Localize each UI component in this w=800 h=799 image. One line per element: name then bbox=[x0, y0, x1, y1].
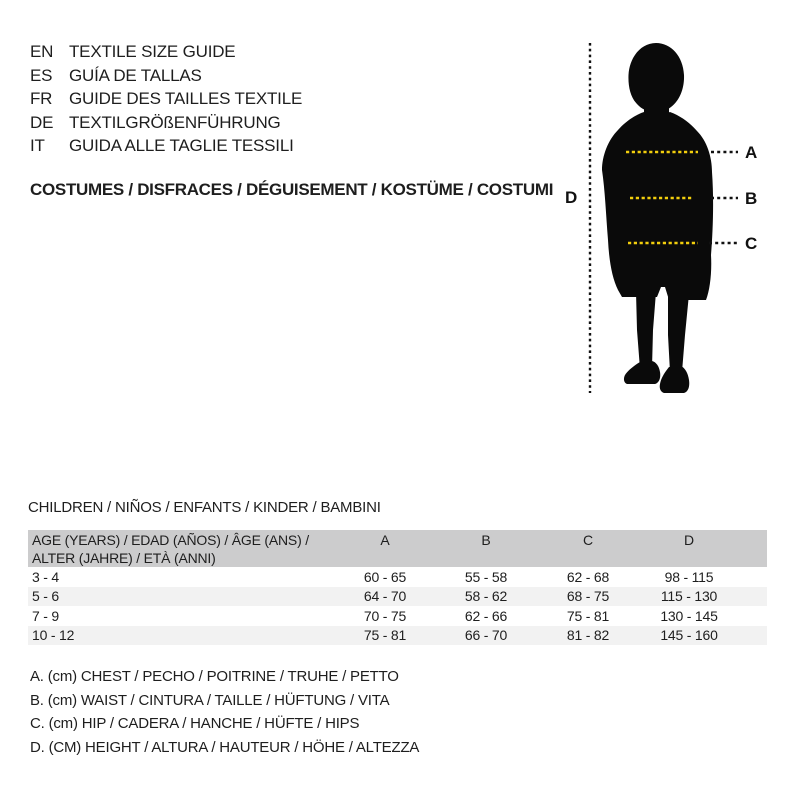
language-code: FR bbox=[30, 89, 53, 108]
child-measurement-figure bbox=[540, 20, 800, 420]
age-cell: 5 - 6 bbox=[32, 588, 60, 605]
language-title: GUIDE DES TAILLES TEXTILE bbox=[69, 89, 303, 108]
figure-label-c: C bbox=[744, 234, 758, 253]
table-row bbox=[28, 567, 767, 587]
chest-cell: 75 - 81 bbox=[363, 627, 407, 644]
language-row-de bbox=[30, 111, 302, 135]
language-code: EN bbox=[30, 42, 54, 61]
table-row bbox=[28, 606, 767, 626]
hip-cell: 62 - 68 bbox=[566, 568, 610, 585]
hip-cell: 81 - 82 bbox=[566, 627, 610, 644]
category-title: COSTUMES / DISFRACES / DÉGUISEMENT / KOSTÜME / COSTUMI bbox=[30, 180, 554, 199]
column-header-c: C bbox=[583, 532, 593, 548]
figure-label-b: B bbox=[744, 189, 758, 208]
age-header-line2: ALTER (JAHRE) / ETÀ (ANNI) bbox=[32, 549, 216, 566]
height-cell: 145 - 160 bbox=[660, 627, 718, 644]
language-title-list bbox=[30, 40, 302, 158]
legend-line-waist: B. (cm) WAIST / CINTURA / TAILLE / HÜFTUNG / VITA bbox=[30, 691, 390, 709]
silhouette-right-leg bbox=[668, 294, 689, 372]
height-cell: 98 - 115 bbox=[664, 568, 714, 585]
language-title: GUÍA DE TALLAS bbox=[69, 65, 202, 85]
silhouette-left-leg bbox=[636, 292, 656, 369]
hip-cell: 68 - 75 bbox=[566, 588, 610, 605]
language-title: TEXTILGRÖßENFÜHRUNG bbox=[69, 112, 281, 132]
column-header-b: B bbox=[481, 532, 491, 548]
column-header-d: D bbox=[684, 532, 694, 548]
chest-cell: 60 - 65 bbox=[363, 568, 407, 585]
language-code: ES bbox=[30, 65, 53, 85]
height-cell: 115 - 130 bbox=[660, 588, 718, 605]
chest-cell: 70 - 75 bbox=[363, 607, 407, 624]
legend-line-height: D. (CM) HEIGHT / ALTURA / HAUTEUR / HÖHE / ALTEZZA bbox=[30, 738, 420, 756]
size-table-header bbox=[28, 530, 767, 567]
column-header-a: A bbox=[380, 532, 390, 548]
language-row-fr bbox=[30, 87, 302, 111]
age-header-line1: AGE (YEARS) / EDAD (AÑOS) / ÂGE (ANS) / bbox=[32, 532, 309, 548]
legend-line-chest: A. (cm) CHEST / PECHO / POITRINE / TRUHE / PETTO bbox=[30, 668, 399, 685]
table-row bbox=[28, 626, 767, 646]
silhouette-left-shoe bbox=[624, 361, 660, 384]
measurement-legend bbox=[30, 665, 419, 759]
waist-cell: 58 - 62 bbox=[464, 588, 508, 605]
language-title: GUIDA ALLE TAGLIE TESSILI bbox=[69, 136, 294, 155]
table-row bbox=[28, 587, 767, 607]
hip-cell: 75 - 81 bbox=[566, 607, 610, 624]
waist-cell: 62 - 66 bbox=[464, 607, 508, 624]
height-cell: 130 - 145 bbox=[660, 607, 718, 624]
chest-cell: 64 - 70 bbox=[363, 588, 407, 605]
waist-cell: 55 - 58 bbox=[464, 568, 508, 585]
language-row-es bbox=[30, 64, 302, 88]
language-code: IT bbox=[30, 136, 45, 155]
language-row-en bbox=[30, 40, 302, 64]
child-silhouette bbox=[602, 43, 713, 393]
language-code: DE bbox=[30, 112, 54, 132]
language-title: TEXTILE SIZE GUIDE bbox=[69, 42, 236, 61]
age-cell: 3 - 4 bbox=[32, 568, 60, 585]
figure-label-d: D bbox=[564, 188, 578, 207]
silhouette-body bbox=[602, 112, 713, 300]
legend-line-hip: C. (cm) HIP / CADERA / HANCHE / HÜFTE / HIPS bbox=[30, 715, 360, 732]
silhouette-right-shoe bbox=[660, 366, 690, 393]
age-cell: 7 - 9 bbox=[32, 607, 60, 624]
table-section-title: CHILDREN / NIÑOS / ENFANTS / KINDER / BAMBINI bbox=[28, 499, 381, 516]
age-column-header bbox=[28, 530, 335, 567]
size-table bbox=[28, 530, 767, 645]
figure-label-a: A bbox=[744, 143, 758, 162]
language-row-it bbox=[30, 134, 302, 158]
waist-cell: 66 - 70 bbox=[464, 627, 508, 644]
age-cell: 10 - 12 bbox=[32, 627, 75, 644]
